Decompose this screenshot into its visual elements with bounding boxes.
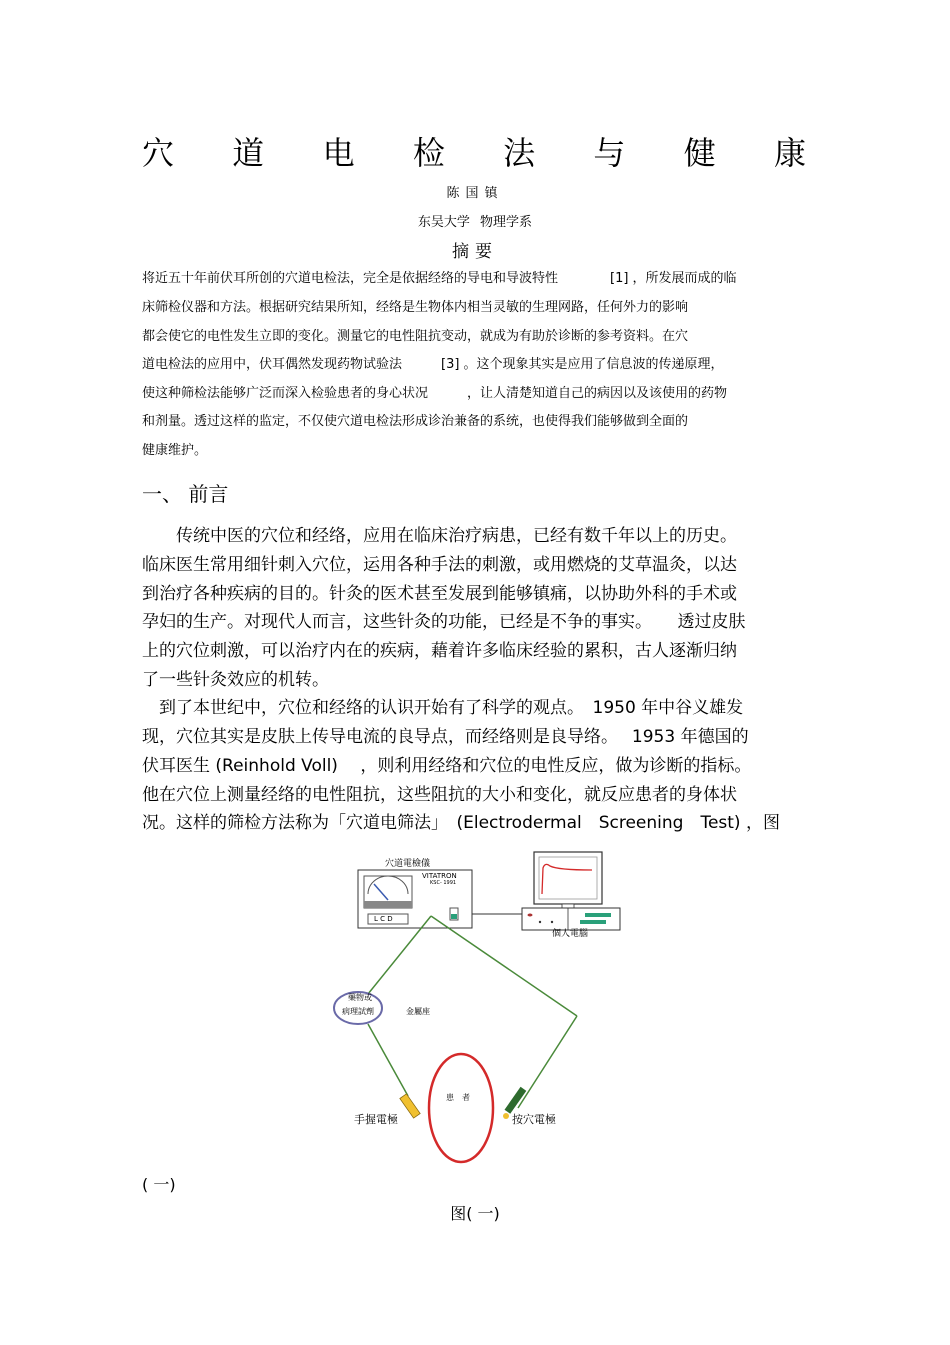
figure-caption-left: ( 一): [142, 1175, 176, 1194]
abstract-line: 使这种筛检法能够广泛而深入检验患者的身心状况 ，让人清楚知道自己的病因以及该使用的药物: [142, 386, 728, 401]
abstract-line: 健康维护。: [142, 443, 208, 458]
meter-base: [364, 901, 412, 908]
figure-diagram: [330, 846, 630, 1168]
computer-slot-2: [580, 920, 606, 924]
body-line: 现，穴位其实是皮肤上传导电流的良导点，而经络则是良导络。 1953 年德国的: [142, 727, 749, 747]
sample-label-1: 藥物或: [348, 993, 372, 1002]
plate-label: 金屬座: [406, 1007, 430, 1016]
body-line: 了一些针灸效应的机转。: [142, 670, 329, 690]
body-line: 况。这样的筛检方法称为「穴道电筛法」 (Electrodermal Screening Test) ，图: [142, 813, 780, 833]
title-char: 法: [503, 134, 536, 172]
title-char: 道: [232, 134, 265, 172]
title-char: 电: [322, 134, 355, 172]
author-name: 陈国镇: [446, 186, 504, 201]
abstract-line: 道电检法的应用中，伏耳偶然发现药物试验法 [3] 。这个现象其实是应用了信息波的传递原理，: [142, 357, 724, 372]
body-line: 伏耳医生 (Reinhold Voll) ，则利用经络和穴位的电性反应，做为诊断的指标。: [142, 756, 752, 776]
title-char: 与: [593, 134, 626, 172]
abstract-line: 将近五十年前伏耳所创的穴道电检法，完全是依据经络的导电和导波特性 [1] ，所发展而成的临: [142, 271, 737, 286]
affiliation: 东吴大学 物理学系: [417, 215, 533, 230]
figure-caption: 图( 一): [450, 1204, 500, 1223]
body-line: 他在穴位上测量经络的电性阻抗，这些阻抗的大小和变化，就反应患者的身体状: [142, 785, 737, 805]
body-line: 孕妇的生产。对现代人而言，这些针灸的功能，已经是不争的事实。 透过皮肤: [142, 612, 746, 632]
body-line: 到了本世纪中，穴位和经络的认识开始有了科学的观点。 1950 年中谷义雄发: [142, 698, 744, 718]
hand-electrode: [400, 1094, 420, 1118]
title-char: 康: [773, 134, 806, 172]
computer-label: 個人電腦: [552, 929, 589, 939]
sample-label-2: 病理試劑: [342, 1007, 374, 1016]
computer-slot-1: [585, 913, 611, 917]
lcd-label: L C D: [374, 915, 393, 923]
monitor-screen: [539, 857, 597, 899]
wire-to-probe-b: [518, 1016, 577, 1108]
patient-label: 患 者: [446, 1093, 470, 1102]
monitor-stand: [562, 904, 574, 908]
abstract-line: 都会使它的电性发生立即的变化。测量它的电性阻抗变动，就成为有助於诊断的参考资料。在穴: [142, 329, 689, 344]
title-char: 健: [683, 134, 716, 172]
title-char: 穴: [142, 134, 175, 172]
section-heading: 一、 前言: [142, 482, 229, 506]
abstract-line: 床筛检仪器和方法。根据研究结果所知，经络是生物体内相当灵敏的生理网路，任何外力的影响: [142, 300, 689, 315]
patient-loop: [429, 1054, 493, 1162]
probe-tip: [503, 1113, 509, 1119]
device-brand: VITATRON: [422, 872, 457, 880]
abstract-heading: 摘要: [452, 242, 498, 262]
title-char: 检: [412, 134, 445, 172]
device-label: 穴道電檢儀: [385, 859, 431, 869]
wire-to-hand: [368, 1024, 408, 1096]
probe-electrode-label: 按穴電極: [512, 1113, 556, 1126]
switch-indicator: [451, 914, 457, 919]
hand-electrode-label: 手握電極: [354, 1113, 398, 1126]
body-line: 传统中医的穴位和经络，应用在临床治疗病患，已经有数千年以上的历史。: [142, 526, 737, 546]
paper-title: [142, 128, 806, 174]
body-line: 上的穴位刺激，可以治疗内在的疾病，藉着许多临床经验的累积，古人逐渐归纳: [142, 641, 737, 661]
abstract-line: 和剂量。透过这样的监定，不仅使穴道电检法形成诊治兼备的系统，也使得我们能够做到全面的: [142, 414, 689, 429]
body-line: 到治疗各种疾病的目的。针灸的医术甚至发展到能够镇痛，以协助外科的手术或: [142, 584, 737, 604]
device-model: KSC- 1991: [430, 880, 457, 886]
body-line: 临床医生常用细针刺入穴位，运用各种手法的刺激，或用燃烧的艾草温灸，以达: [142, 555, 737, 575]
